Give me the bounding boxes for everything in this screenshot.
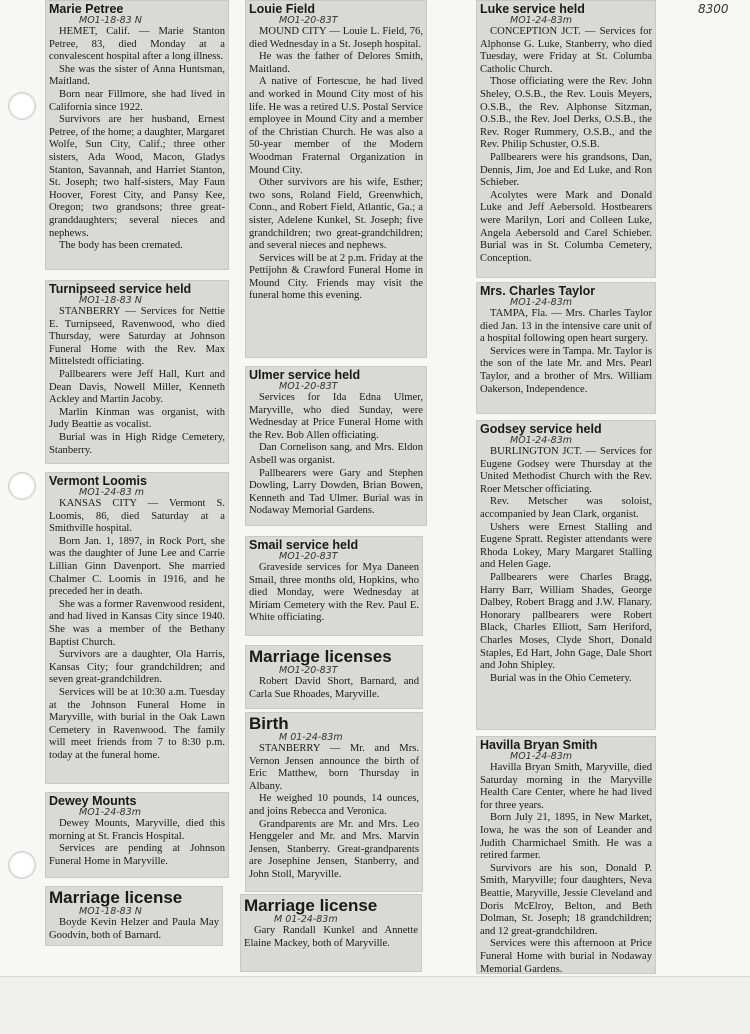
handwritten-date: MO1-20-83T: [279, 551, 338, 562]
handwritten-date: MO1-24-83 m: [79, 487, 145, 498]
paragraph: Services were this afternoon at Price Funeral Home with burial in Nodaway Memorial Gardens.: [480, 938, 652, 974]
clipping-heading: Marriage licenses: [249, 647, 392, 666]
paragraph: Havilla Bryan Smith, Maryville, died Saturday morning in the Maryville Health Care Center, where he had lived for three years.: [480, 762, 652, 811]
obituary-clipping: [45, 0, 229, 270]
handwritten-date: MO1-18-83 N: [79, 906, 142, 917]
obituary-clipping: [245, 536, 423, 636]
handwritten-date: MO1-20-83T: [279, 665, 338, 676]
paragraph: Burial was in High Ridge Cemetery, Stanberry.: [49, 431, 225, 456]
paragraph: HEMET, Calif. — Marie Stanton Petree, 83, died Monday at a convalescent hospital after a long illness.: [49, 26, 225, 63]
paragraph: Services were in Tampa. Mr. Taylor is the son of the late Mr. and Mrs. Pearl Taylor, and a brother of Mrs. William Oakerson, Independence.: [480, 345, 652, 395]
obituary-clipping: [245, 0, 427, 358]
paragraph: A native of Fortescue, he had lived and worked in Mound City most of his life. He was a retired U.S. Postal Service employee in Mound City and a member of the Christian Church. He was also a 50-year member of the Modern Woodman Fraternal Organization in Mound City.: [249, 76, 423, 176]
paragraph: Grandparents are Mr. and Mrs. Leo Henggeler and Mr. and Mrs. Marvin Jensen, Stanberry. Great-grandparents are Josephine Jensen, Stanberry, and John Stoll, Maryville.: [249, 818, 419, 880]
handwritten-date: MO1-24-83m: [510, 751, 573, 762]
obituary-clipping: [476, 282, 656, 414]
clipping-body: [480, 446, 652, 685]
paragraph: Boyde Kevin Helzer and Paula May Goodvin, both of Barnard.: [49, 917, 219, 941]
clipping-body: [49, 818, 225, 868]
clipping-heading: Dewey Mounts: [49, 794, 137, 808]
handwritten-date: MO1-18-83 N: [79, 15, 142, 26]
paragraph: Dewey Mounts, Maryville, died this morning at St. Francis Hospital.: [49, 818, 225, 842]
paragraph: Survivors are a daughter, Ola Harris, Kansas City; four grandchildren; and seven great-grandchildren.: [49, 649, 225, 686]
clipping-body: [249, 676, 419, 701]
clipping-heading: Marriage license: [49, 888, 183, 907]
clipping-body: [49, 917, 219, 942]
paragraph: Ushers were Ernest Stalling and Eugene Spratt. Register attendants were Rhoda Lokey, Mary Margaret Stalling and Helen Gage.: [480, 521, 652, 571]
clipping-body: [480, 762, 652, 974]
clipping-heading: Louie Field: [249, 2, 315, 16]
clipping-body: [249, 26, 423, 303]
clipping-body: [49, 498, 225, 762]
paragraph: BURLINGTON JCT. — Services for Eugene Godsey were Thursday at the United Methodist Church with the Rev. Roer Metscher officiating.: [480, 446, 652, 495]
paragraph: STANBERRY — Mr. and Mrs. Vernon Jensen announce the birth of Eric Matthew, born Thursday in Albany.: [249, 743, 419, 792]
paragraph: Pallbearers were his grandsons, Dan, Dennis, Jim, Joe and Ed Luke, and Ron Schieber.: [480, 151, 652, 189]
clipping-heading: Birth: [249, 714, 289, 733]
handwritten-date: MO1-18-83 N: [79, 295, 142, 306]
handwritten-date: MO1-20-83T: [279, 15, 338, 26]
paragraph: MOUND CITY — Louie L. Field, 76, died Wednesday in a St. Joseph hospital.: [249, 26, 423, 50]
obituary-clipping: [476, 0, 656, 278]
notice-clipping: [240, 894, 422, 972]
clipping-heading: Ulmer service held: [249, 368, 361, 382]
clipping-body: [49, 26, 225, 253]
page-number-note: 8300: [698, 2, 729, 16]
clipping-body: [244, 925, 418, 950]
paragraph: The body has been cremated.: [59, 240, 183, 252]
obituary-clipping: [476, 420, 656, 730]
obituary-clipping: [45, 280, 229, 464]
clipping-body: [480, 26, 652, 265]
clipping-heading: Vermont Loomis: [49, 474, 147, 488]
paragraph: CONCEPTION JCT. — Services for Alphonse G. Luke, Stanberry, who died Tuesday, were Friday at St. Columba Catholic Church.: [480, 26, 652, 75]
handwritten-date: MO1-24-83m: [79, 807, 142, 818]
clipping-heading: Mrs. Charles Taylor: [480, 284, 596, 298]
paragraph: Graveside services for Mya Daneen Smail, three months old, Hopkins, who died Monday, were Wednesday at Miriam Cemetery with the Rev. Paul E. White officiating.: [249, 562, 419, 624]
clipping-heading: Smail service held: [249, 538, 359, 552]
obituary-clipping: [476, 736, 656, 974]
paragraph: Dan Cornelison sang, and Mrs. Eldon Asbell was organist.: [249, 442, 423, 466]
clipping-body: [480, 308, 652, 396]
binder-hole: [8, 92, 36, 120]
paragraph: Born Jan. 1, 1897, in Rock Port, she was the daughter of June Lee and Carrie Lillian Ginn Davenport. She married Chalmer C. Loomis in 1916, and he preceded her in death.: [49, 535, 225, 598]
clipping-heading: Marriage license: [244, 896, 378, 915]
paragraph: STANBERRY — Services for Nettie E. Turnipseed, Ravenwood, who died Thursday, were Saturday at Johnson Funeral Home with the Rev. Max Mittelstedt officiating.: [49, 306, 225, 368]
paragraph: KANSAS CITY — Vermont S. Loomis, 86, died Saturday at a Smithville hospital.: [49, 498, 225, 535]
binder-hole: [8, 851, 36, 879]
paragraph: Services will be at 2 p.m. Friday at the Pettijohn & Crawford Funeral Home in Mound City. Friends may visit the funeral home this evening.: [249, 252, 423, 302]
paragraph: Other survivors are his wife, Esther; two sons, Roland Field, Greenwhich, Conn., and Robert Field, Atlantic, Ga.; a sister, Adelene Kunkel, St. Joseph; five grandchildren; two great-grandchildren; and several nieces and nephews.: [249, 177, 423, 252]
paragraph: She was a former Ravenwood resident, and had lived in Kansas City since 1940. She was a member of the Bethany Baptist Church.: [49, 598, 225, 648]
paragraph: Gary Randall Kunkel and Annette Elaine Mackey, both of Maryville.: [244, 925, 418, 949]
paragraph: Pallbearers were Charles Bragg, Harry Barr, William Shades, George Dalbey, Robert Bragg and J.W. Flanary. Honorary pallbearers were Robert Black, Charles Elliott, Sam Heriford, Charles Moses, Clyde Short, Donald Staples, Ed Hart, John Gage, Dale Short and John Shipley.: [480, 571, 652, 672]
paragraph: He was the father of Delores Smith, Maitland.: [249, 51, 423, 75]
clipping-body: [249, 392, 423, 518]
paragraph: Survivors are his son, Donald P. Smith, Maryville; four daughters, Neva Beattie, Maryville, Jessie Cleveland and Doris McElroy, Belton, and Beth Dolman, St. Joseph; 18 grandchildren; and 12 great-grandchildren.: [480, 862, 652, 937]
handwritten-date: MO1-20-83T: [279, 381, 338, 392]
clipping-heading: Marie Petree: [49, 2, 124, 16]
handwritten-date: M 01-24-83m: [274, 914, 338, 925]
paragraph: TAMPA, Fla. — Mrs. Charles Taylor died Jan. 13 in the intensive care unit of a hospital following open heart surgery.: [480, 308, 652, 345]
handwritten-date: MO1-24-83m: [510, 15, 573, 26]
clipping-body: [249, 743, 419, 882]
page-bottom-edge: [0, 976, 750, 1034]
clipping-heading: Godsey service held: [480, 422, 602, 436]
clipping-heading: Luke service held: [480, 2, 585, 16]
paragraph: Pallbearers were Jeff Hall, Kurt and Dean Davis, Nowell Miller, Kenneth Ackley and Martin Jacoby.: [49, 368, 225, 406]
clipping-body: [49, 306, 225, 457]
paragraph: Robert David Short, Barnard, and Carla Sue Rhoades, Maryville.: [249, 676, 419, 700]
binder-hole: [8, 472, 36, 500]
obituary-clipping: [45, 792, 229, 878]
paragraph: Services are pending at Johnson Funeral Home in Maryville.: [49, 843, 225, 867]
paragraph: Acolytes were Mark and Donald Luke and Jeff Aebersold. Hostbearers were Marilyn, Lori and Colleen Luke, Angela Aebersold and Carel Schieber. Burial was in St. Columba Cemetery, Conception.: [480, 189, 652, 264]
clipping-body: [249, 562, 419, 625]
clipping-heading: Havilla Bryan Smith: [480, 738, 598, 752]
paragraph: Services will be at 10:30 a.m. Tuesday at the Johnson Funeral Home in Maryville, with burial in the Oak Lawn Cemetery in Ravenwood. The family will meet friends from 7 to 8:30 p.m. today at the funeral home.: [49, 686, 225, 761]
paragraph: Born July 21, 1895, in New Market, Iowa, he was the son of Leander and Judith Charmichael Smith. He was a retired farmer.: [480, 812, 652, 862]
notice-clipping: [245, 712, 423, 892]
paragraph: He weighed 10 pounds, 14 ounces, and joins Rebecca and Veronica.: [249, 793, 419, 817]
paragraph: Rev. Metscher was soloist, accompanied by Jean Clark, organist.: [480, 496, 652, 520]
handwritten-date: MO1-24-83m: [510, 297, 573, 308]
handwritten-date: MO1-24-83m: [510, 435, 573, 446]
clipping-heading: Turnipseed service held: [49, 282, 192, 296]
paragraph: Services for Ida Edna Ulmer, Maryville, who died Sunday, were Wednesday at Price Funeral Home with the Rev. Bob Allen officiating.: [249, 392, 423, 441]
paragraph: She was the sister of Anna Huntsman, Maitland.: [49, 63, 225, 88]
paragraph: Survivors are her husband, Ernest Petree, of the home; a daughter, Margaret Wolfe, Sun City, Calif.; three other sisters, Ada Wood, Macon, Gladys Stanton, Savannah, and Harriet Stanton, St. Joseph; two half-sisters, May Faun Hoover, Forest City, and Pansy Kee, Oregon; two grandsons; three great-granddaughters; several nieces and nephews.: [49, 114, 225, 239]
notice-clipping: [45, 886, 223, 946]
paragraph: Marlin Kinman was organist, with Judy Beattie as vocalist.: [49, 406, 225, 431]
obituary-clipping: [45, 472, 229, 784]
paragraph: Those officiating were the Rev. John Sheley, O.S.B., the Rev. Louis Meyers, O.S.B., the Rev. Alphonse Sitzman, O.S.B., the Rev. Joel Derks, O.S.B., the Rev. Roger Rummery, O.S.B., and the Rev. Philip Schuster, O.S.B.: [480, 76, 652, 151]
handwritten-date: M 01-24-83m: [279, 732, 343, 743]
obituary-clipping: [245, 366, 427, 526]
paragraph: Burial was in the Ohio Cemetery.: [490, 672, 632, 684]
paragraph: Pallbearers were Gary and Stephen Dowling, Larry Dowden, Brian Bowen, Kenneth and Tad Ulmer. Burial was in Nodaway Memorial Gardens.: [249, 467, 423, 517]
notice-clipping: [245, 645, 423, 709]
paragraph: Born near Fillmore, she had lived in California since 1922.: [49, 88, 225, 113]
